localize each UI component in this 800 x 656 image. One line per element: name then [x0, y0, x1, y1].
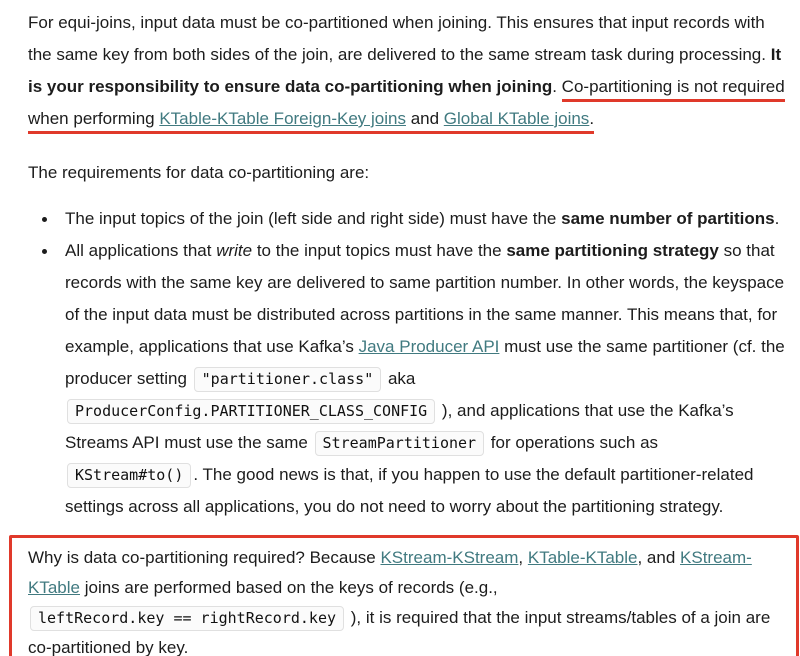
bullet2-bold: same partitioning strategy	[506, 241, 719, 260]
bullet2-text-6: ), and applications that use the Kafka’s Streams API must use the same	[65, 401, 734, 452]
bullet2-text-7: for operations such as	[486, 433, 659, 452]
code-producerconfig-partitioner-class-config: ProducerConfig.PARTITIONER_CLASS_CONFIG	[67, 399, 435, 424]
bullet2-italic-write: write	[216, 241, 253, 260]
red-box-annotation	[9, 535, 799, 656]
link-ktable-ktable-foreign-key-joins[interactable]: KTable-KTable Foreign-Key joins	[159, 109, 406, 128]
bullet2-text-5: aka	[383, 369, 416, 388]
requirements-heading: The requirements for data co-partitioning are:	[28, 163, 370, 182]
requirements-list	[28, 203, 790, 523]
callout-text-4: joins are performed based on the keys of records (e.g.,	[79, 578, 498, 597]
link-ktable-ktable[interactable]: KTable-KTable	[527, 548, 638, 567]
bullet-icon	[42, 217, 47, 222]
callout-text-3: , and	[637, 548, 681, 567]
callout-text-1: Why is data co-partitioning required? Because	[28, 548, 381, 567]
list-item-partition-count	[28, 203, 790, 235]
callout-text-5: ), it is required that the input streams/tables of a join are co-partitioned by key.	[28, 608, 771, 656]
intro-text-1: For equi-joins, input data must be co-partitioned when joining. This ensures that input records with the same key from both sides of the join, are delivered to the same stream task during processing.	[28, 13, 771, 64]
list-item-partitioning-strategy	[28, 235, 790, 523]
callout-paragraph	[28, 543, 780, 656]
intro-red-text-1: Co-partitioning is not required when performing	[28, 77, 785, 128]
link-java-producer-api[interactable]: Java Producer API	[358, 337, 500, 356]
intro-bold-responsibility: It is your responsibility to ensure data co-partitioning when joining	[28, 45, 782, 96]
bullet2-text-2: to the input topics must have the	[252, 241, 507, 260]
link-global-ktable-joins[interactable]: Global KTable joins	[443, 109, 590, 128]
bullet2-text-8: . The good news is that, if you happen to use the default partitioner-related settings across all applications, you do not need to worry about the partitioning strategy.	[65, 465, 754, 516]
callout-text-2: ,	[518, 548, 528, 567]
bullet1-bold: same number of partitions	[561, 209, 775, 228]
code-partitioner-class: "partitioner.class"	[194, 367, 382, 392]
intro-red-text-2: and	[405, 109, 444, 128]
bullet-icon	[42, 249, 47, 254]
intro-text-2: .	[552, 77, 562, 96]
intro-red-text-3: .	[589, 109, 595, 128]
link-kstream-kstream[interactable]: KStream-KStream	[380, 548, 519, 567]
code-streampartitioner: StreamPartitioner	[315, 431, 485, 456]
link-kstream-ktable[interactable]: KStream-KTable	[28, 548, 752, 597]
intro-paragraph	[28, 7, 790, 135]
bullet1-text-2: .	[774, 209, 780, 228]
code-leftrecord-key-equals-rightrecord-key: leftRecord.key == rightRecord.key	[30, 606, 344, 631]
bullet2-text-3: so that records with the same key are delivered to same partition number. In other words, the keyspace of the input data must be distributed across partitions in the same manner. This means that, for example, applications that use Kafka’s	[65, 241, 785, 356]
code-kstream-to: KStream#to()	[67, 463, 191, 488]
bullet2-text-1: All applications that	[65, 241, 217, 260]
bullet2-text-4: must use the same partitioner (cf. the producer setting	[65, 337, 785, 388]
bullet1-text-1: The input topics of the join (left side and right side) must have the	[65, 209, 562, 228]
